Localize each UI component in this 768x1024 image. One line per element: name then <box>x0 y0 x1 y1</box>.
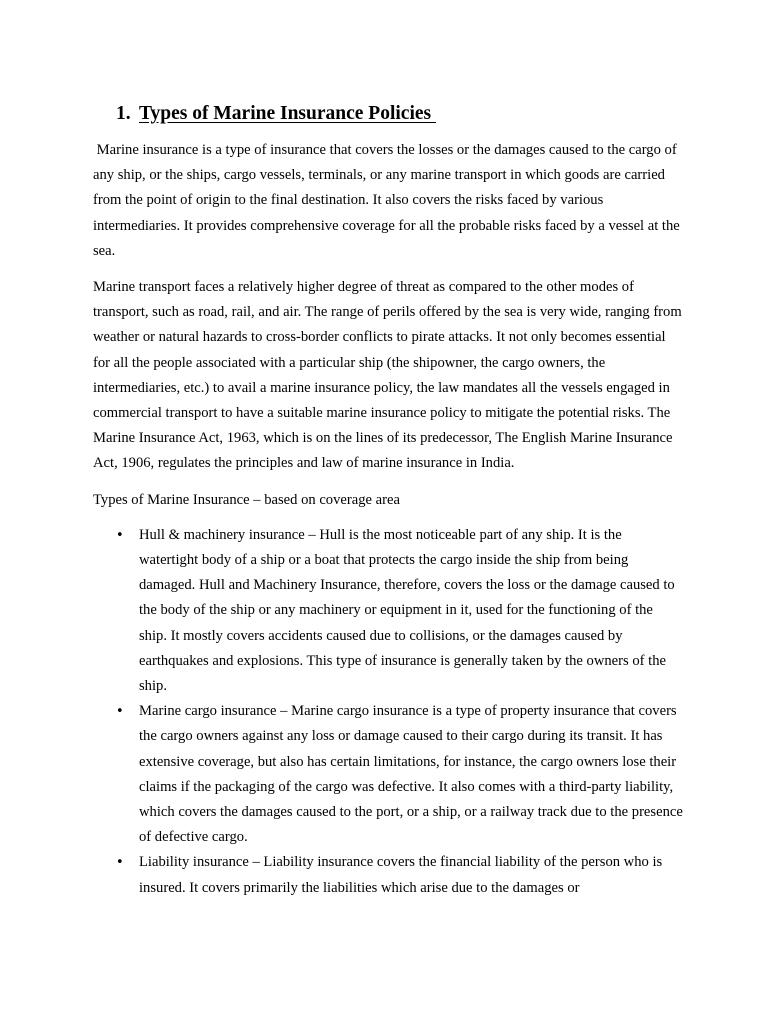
intro-paragraph: Marine insurance is a type of insurance that covers the losses or the damages caused to the cargo of any ship, or the ships, cargo vessels, terminals, or any marine transport in which goods are carried from the point of origin to the final destination. It also covers the risks faced by various intermediaries. It provides comprehensive coverage for all the probable risks faced by a vessel at the sea. <box>93 142 684 259</box>
bullet-icon: • <box>116 704 124 720</box>
document-body <box>93 100 686 901</box>
list-item-liability <box>93 850 683 900</box>
list-item-hull-machinery <box>93 523 683 699</box>
heading-number: 1. <box>116 103 131 124</box>
list-item-text: Hull & machinery insurance – Hull is the most noticeable part of any ship. It is the watertight body of a ship or a boat that protects the cargo inside the ship from being damaged. Hull and Machinery Insurance, therefore, covers the loss or the damage caused to the body of the ship or any machinery or equipment in it, used for the functioning of the ship. It mostly covers accidents caused due to collisions, or the damages caused by earthquakes and explosions. This type of insurance is generally taken by the owners of the ship. <box>139 526 675 695</box>
list-item-marine-cargo <box>93 699 683 850</box>
insurance-types-list <box>93 523 683 901</box>
section-heading <box>116 100 683 128</box>
bullet-icon: • <box>116 855 124 871</box>
heading-title: Types of Marine Insurance Policies <box>139 103 436 124</box>
coverage-subheading: Types of Marine Insurance – based on coverage area <box>93 491 400 508</box>
list-item-text: Marine cargo insurance – Marine cargo insurance is a type of property insurance that covers the cargo owners against any loss or damage caused to their cargo during its transit. It has extensive coverage, but also has certain limitations, for instance, the cargo owners lose their claims if the packaging of the cargo was defective. It also comes with a third-party liability, which covers the damages caused to the port, or a ship, or a railway track due to the presence of defective cargo. <box>139 703 683 846</box>
list-item-text: Liability insurance – Liability insurance covers the financial liability of the person who is insured. It covers primarily the liabilities which arise due to the damages or <box>139 854 663 896</box>
threat-paragraph: Marine transport faces a relatively higher degree of threat as compared to the other modes of transport, such as road, rail, and air. The range of perils offered by the sea is very wide, ranging from weather or natural hazards to cross-border conflicts to pirate attacks. It not only becomes essential for all the people associated with a particular ship (the shipowner, the cargo owners, the intermediaries, etc.) to avail a marine insurance policy, the law mandates all the vessels engaged in commercial transport to have a suitable marine insurance policy to mitigate the potential risks. The Marine Insurance Act, 1963, which is on the lines of its predecessor, The English Marine Insurance Act, 1906, regulates the principles and law of marine insurance in India. <box>93 279 686 472</box>
bullet-icon: • <box>116 527 124 543</box>
